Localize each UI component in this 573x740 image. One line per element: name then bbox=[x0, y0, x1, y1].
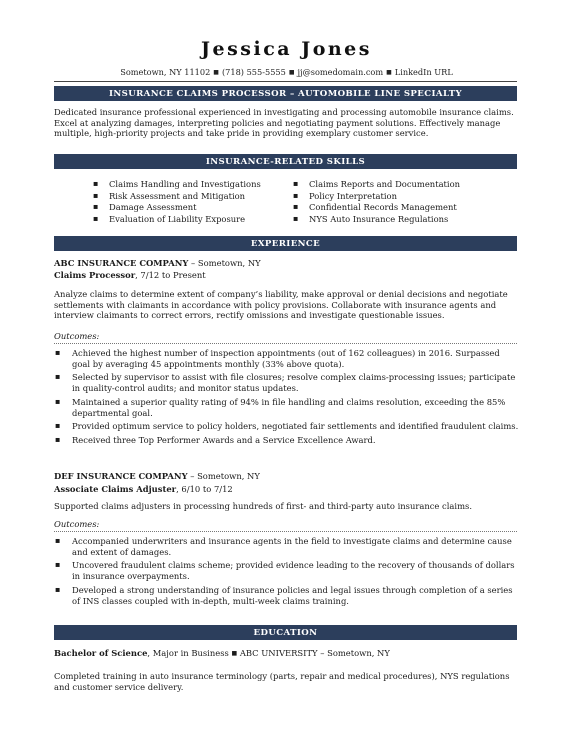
separator-icon: ■ bbox=[213, 69, 219, 76]
headline: INSURANCE CLAIMS PROCESSOR – AUTOMOBILE LINE SPECIALTY bbox=[108, 89, 463, 99]
bullet-icon: ▪ bbox=[93, 190, 99, 200]
job-dates: , 6/10 to 7/12 bbox=[176, 484, 233, 494]
bullet-icon: ▪ bbox=[93, 202, 99, 212]
job-dates: , 7/12 to Present bbox=[135, 270, 206, 280]
job-description: Supported claims adjusters in processing hundreds of first- and third-party auto insurance claims. bbox=[54, 501, 472, 511]
job-company-line bbox=[54, 258, 520, 269]
contact-linkedin[interactable]: LinkedIn URL bbox=[394, 67, 453, 77]
bullet-icon: ▪ bbox=[55, 396, 61, 406]
list-item: ▪ Selected by supervisor to assist with file closures; resolve complex claims-processing issues; participate in quality-control audits; and monitor status updates. bbox=[55, 372, 516, 394]
list-item: ▪ Accompanied underwriters and insurance agents in the field to investigate claims and determine cause and extent of damages. bbox=[55, 536, 512, 557]
outcomes-label: Outcomes: bbox=[54, 331, 100, 341]
bullet-icon: ▪ bbox=[93, 179, 99, 188]
separator-icon: ■ bbox=[386, 69, 392, 76]
bullet-icon: ▪ bbox=[55, 372, 61, 382]
degree: Bachelor of Science bbox=[54, 648, 148, 658]
skill-item: ▪ Risk Assessment and Mitigation bbox=[93, 190, 246, 201]
skill-item: ▪ Evaluation of Liability Exposure bbox=[93, 213, 246, 224]
skill-item: ▪ NYS Auto Insurance Regulations bbox=[293, 213, 449, 224]
education-band bbox=[54, 625, 517, 640]
company-location: – Sometown, NY bbox=[188, 258, 261, 268]
skill-item: ▪ Policy Interpretation bbox=[293, 190, 397, 201]
skills-band bbox=[54, 154, 517, 169]
skill-item: ▪ Claims Handling and Investigations bbox=[93, 179, 261, 189]
header-rule bbox=[54, 81, 517, 82]
education-heading: EDUCATION bbox=[253, 628, 318, 638]
education-degree-line bbox=[54, 648, 520, 661]
outcomes-divider bbox=[54, 343, 517, 344]
outcomes-label: Outcomes: bbox=[54, 519, 100, 529]
bullet-icon: ▪ bbox=[293, 213, 299, 223]
school: ABC UNIVERSITY – Sometown, NY bbox=[237, 648, 390, 658]
skill-item: ▪ Confidential Records Management bbox=[293, 202, 457, 213]
job-title-line bbox=[54, 484, 520, 495]
candidate-name: Jessica Jones bbox=[201, 38, 372, 60]
list-item: ▪ Developed a strong understanding of insurance policies and legal issues through completion of a series of INS classes coupled with in-depth, multi-week claims training. bbox=[55, 584, 513, 606]
company-name: DEF INSURANCE COMPANY bbox=[54, 471, 188, 481]
list-item: ▪ Maintained a superior quality rating of 94% in file handling and claims resolution, exceeding the 85% departmental goal. bbox=[55, 396, 506, 418]
separator-icon: ■ bbox=[231, 650, 238, 657]
bullet-icon: ▪ bbox=[55, 560, 61, 570]
separator-icon: ■ bbox=[288, 69, 295, 76]
bullet-icon: ▪ bbox=[55, 421, 61, 431]
bullet-icon: ▪ bbox=[293, 179, 299, 188]
contact-email[interactable]: jj@somedomain.com bbox=[297, 67, 384, 77]
bullet-icon: ▪ bbox=[55, 584, 61, 594]
list-item: ▪ Received three Top Performer Awards and a Service Excellence Award. bbox=[55, 435, 376, 446]
list-item: ▪ Achieved the highest number of inspection appointments (out of 162 colleagues) in 2016. Surpassed goal by averaging 45 appointments monthly (33% above quota). bbox=[55, 348, 500, 369]
company-location: – Sometown, NY bbox=[187, 471, 260, 481]
title-band bbox=[54, 86, 517, 101]
contact-location: Sometown, NY 11102 bbox=[120, 67, 211, 77]
bullet-icon: ▪ bbox=[293, 202, 299, 212]
contact-phone: (718) 555-5555 bbox=[221, 67, 286, 77]
job-title: Claims Processor bbox=[54, 270, 136, 280]
outcomes-list bbox=[55, 348, 520, 449]
outcomes-list bbox=[55, 536, 520, 609]
job-description: Analyze claims to determine extent of company’s liability, make approval or denial decisions and negotiate settlements with claimants in accordance with policy provisions. Collaborate with insurance agents and interview claimants to correct errors, rectify omissions and investigate questionable issues. bbox=[54, 289, 508, 321]
company-name: ABC INSURANCE COMPANY bbox=[54, 258, 189, 268]
list-item: ▪ Provided optimum service to policy holders, negotiated fair settlements and identified fraudulent claims. bbox=[55, 421, 519, 432]
list-item: ▪ Uncovered fraudulent claims scheme; provided evidence leading to the recovery of thousands of dollars in insurance overpayments. bbox=[55, 560, 515, 582]
bullet-icon: ▪ bbox=[55, 536, 61, 545]
job-title: Associate Claims Adjuster bbox=[54, 484, 177, 494]
skill-item: ▪ Claims Reports and Documentation bbox=[293, 179, 461, 189]
skills-heading: INSURANCE-RELATED SKILLS bbox=[205, 157, 366, 167]
skill-item: ▪ Damage Assessment bbox=[93, 202, 197, 213]
bullet-icon: ▪ bbox=[293, 190, 299, 200]
bullet-icon: ▪ bbox=[55, 435, 61, 445]
education-training: Completed training in auto insurance terminology (parts, repair and medical procedures), NYS regulations and customer service delivery. bbox=[54, 671, 510, 692]
major: , Major in Business bbox=[147, 648, 232, 658]
experience-band bbox=[54, 236, 517, 251]
bullet-icon: ▪ bbox=[55, 348, 61, 357]
summary: Dedicated insurance professional experienced in investigating and processing automobile insurance claims. Excel at analyzing damages, interpreting policies and negotiating payment solutions. Effectively manage multiple, high-priority projects and take pride in providing exemplary customer service. bbox=[54, 107, 514, 139]
job-title-line bbox=[54, 270, 520, 281]
bullet-icon: ▪ bbox=[93, 213, 99, 223]
job-company-line bbox=[54, 471, 520, 482]
experience-heading: EXPERIENCE bbox=[250, 239, 321, 249]
outcomes-divider bbox=[54, 531, 517, 532]
contact-line bbox=[0, 67, 573, 77]
